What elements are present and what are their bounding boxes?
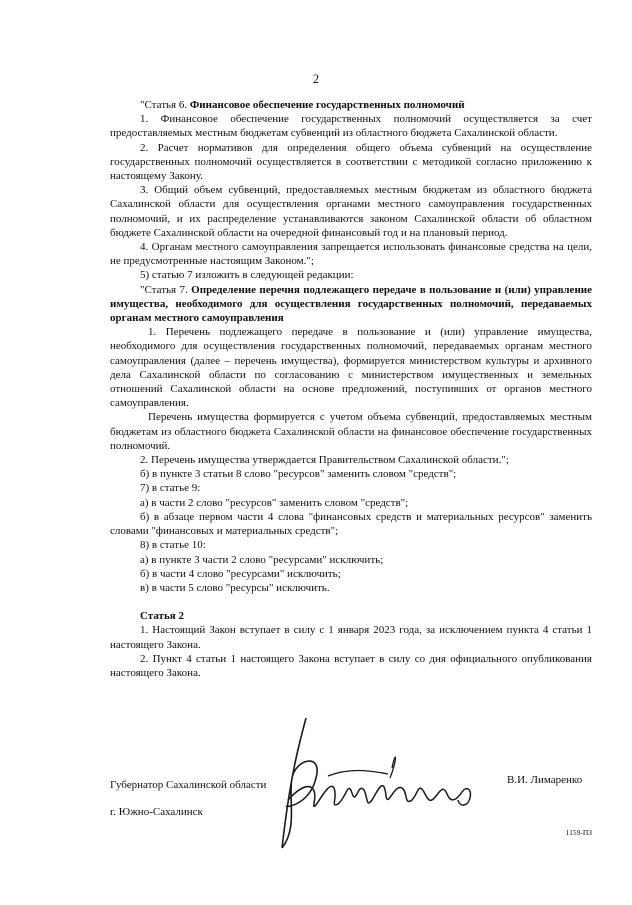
article7-title: Определение перечня подлежащего передаче в пользование и (или) управление имущества, необходимого для осуществления государственных полномочий, передаваемых органам местного самоуправления bbox=[110, 283, 592, 325]
item-8a: а) в пункте 3 части 2 слово "ресурсами" исключить; bbox=[140, 553, 384, 566]
article7-title-prefix: "Статья 7. bbox=[140, 283, 192, 296]
article6-paragraph-1: 1. Финансовое обеспечение государственных полномочий осуществляется за счет предоставляемых местным бюджетам субвенций из областного бюджета Сахалинской области. bbox=[110, 113, 592, 140]
article7-paragraph-1b: Перечень имущества формируется с учетом объема субвенций, предоставляемых местным бюджетам из областного бюджета Сахалинской области на финансовое обеспечение государственных полномочий. bbox=[110, 411, 592, 452]
article2-paragraph-2: 2. Пункт 4 статьи 1 настоящего Закона вступает в силу со дня официального опубликования настоящего Закона. bbox=[110, 652, 592, 679]
article7-paragraph-2: 2. Перечень имущества утверждается Правительством Сахалинской области."; bbox=[140, 454, 509, 467]
document-code: 1159-ПЗ bbox=[565, 828, 592, 837]
article2-heading: Статья 2 bbox=[140, 610, 184, 623]
article7-paragraph-1: 1. Перечень подлежащего передаче в пользование и (или) управление имущества, необходимого для осуществления государственных полномочий, передаваемых органам местного самоуправления (далее – перечень имущества), формируется министерством культуры и архивного дела Сахалинской области по согласованию с министерством имущественных и земельных отношений Сахалинской области на основе предложений, поступивших от органов местного самоуправления. bbox=[110, 326, 592, 410]
page-number: 2 bbox=[312, 72, 320, 86]
article6-heading bbox=[110, 98, 592, 112]
article6-paragraph-2: 2. Расчет нормативов для определения общего объема субвенций на осуществление государственных полномочий осуществляется в соответствии с методикой согласно приложению к настоящему Закону. bbox=[110, 141, 592, 183]
city: г. Южно-Сахалинск bbox=[110, 806, 203, 818]
item-7a: а) в части 2 слово "ресурсов" заменить словом "средств"; bbox=[140, 496, 409, 509]
signatory-name: В.И. Лимаренко bbox=[507, 774, 583, 786]
article7-heading bbox=[110, 283, 592, 326]
signatory-title: Губернатор Сахалинской области bbox=[110, 779, 267, 791]
handwritten-signature bbox=[268, 708, 498, 858]
article6-paragraph-4: 4. Органам местного самоуправления запрещается использовать финансовые средства на цели, не предусмотренные настоящим Законом."; bbox=[110, 241, 592, 268]
article2-paragraph-1: 1. Настоящий Закон вступает в силу с 1 января 2023 года, за исключением пункта 4 статьи 1 настоящего Закона. bbox=[110, 624, 592, 651]
document-body bbox=[110, 98, 592, 680]
item-8b: б) в части 4 слово "ресурсами" исключить; bbox=[140, 567, 341, 580]
article6-title-prefix: "Статья 6. bbox=[140, 99, 190, 111]
item-8: 8) в статье 10: bbox=[140, 539, 206, 552]
item-5: 5) статью 7 изложить в следующей редакции: bbox=[140, 269, 354, 282]
article6-paragraph-3: 3. Общий объем субвенций, предоставляемых местным бюджетам из областного бюджета Сахалинской области для осуществления органами местного самоуправления государственных полномочий, и их распределение устанавливаются законом Сахалинской области об областном бюджете Сахалинской области на очередной финансовый год и на плановый период. bbox=[110, 184, 592, 239]
item-6: б) в пункте 3 статьи 8 слово "ресурсов" заменить словом "средств"; bbox=[140, 468, 457, 481]
item-7b: б) в абзаце первом части 4 слова "финансовых средств и материальных ресурсов" заменить словами "финансовых и материальных средств"; bbox=[110, 510, 592, 538]
item-7: 7) в статье 9: bbox=[140, 482, 201, 495]
item-8c: в) в части 5 слово "ресурсы" исключить. bbox=[140, 581, 330, 594]
article6-title: Финансовое обеспечение государственных полномочий bbox=[189, 99, 465, 111]
